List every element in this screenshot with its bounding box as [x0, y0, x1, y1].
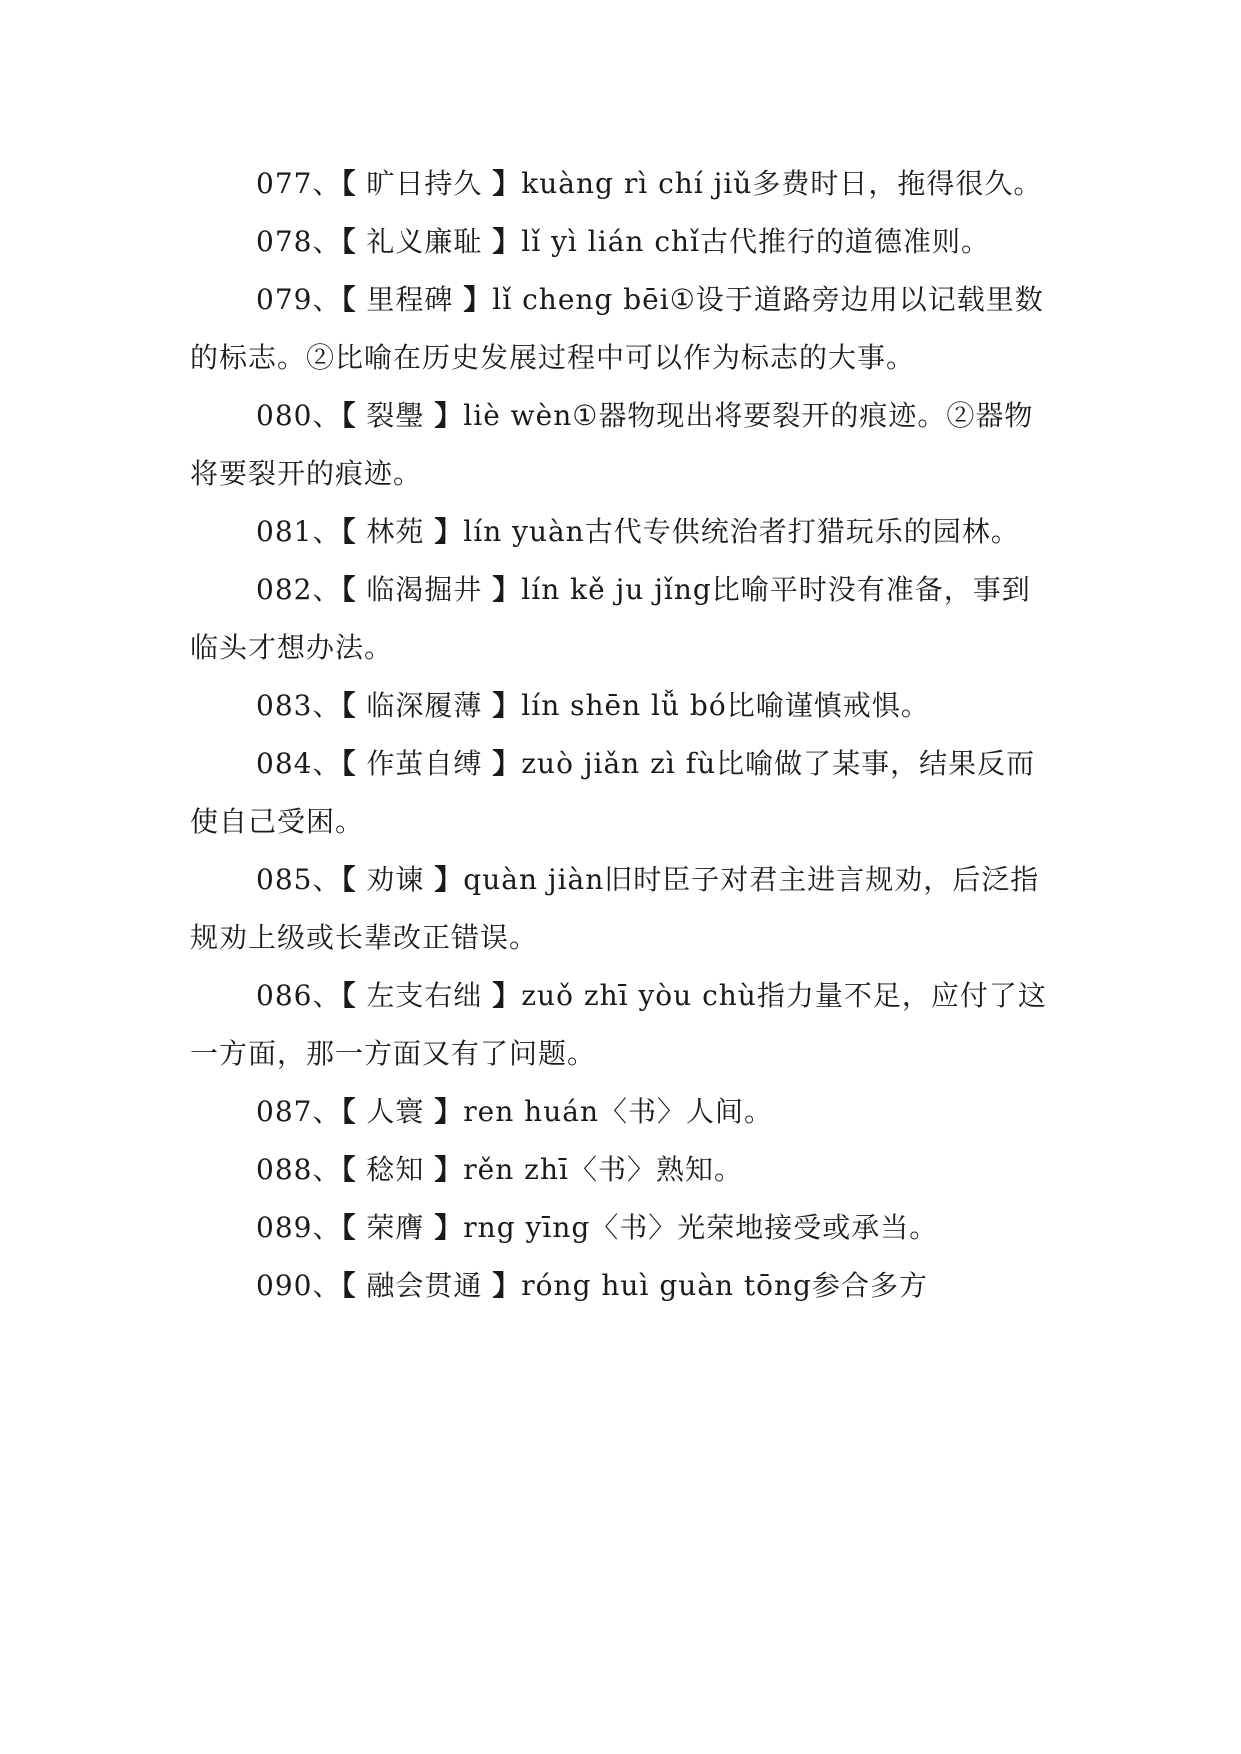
- entry-077: [190, 155, 1050, 213]
- entry-088: [190, 1141, 1050, 1199]
- entry-number: 081、: [256, 515, 342, 548]
- right-bracket: 】: [492, 1269, 522, 1302]
- right-bracket: 】: [492, 747, 522, 780]
- headword: 左支右绌: [356, 979, 493, 1012]
- pinyin: quàn jiàn: [463, 863, 605, 896]
- entry-085: [190, 851, 1050, 967]
- pinyin: zuò jiǎn zì fù: [521, 747, 717, 780]
- right-bracket: 】: [434, 1095, 464, 1128]
- left-bracket: 【: [341, 747, 357, 780]
- left-bracket: 【: [341, 1269, 357, 1302]
- definition: 多费时日，拖得很久。: [752, 167, 1043, 200]
- left-bracket: 【: [341, 225, 357, 258]
- pinyin: lǐ cheng bēi: [492, 283, 670, 316]
- headword: 旷日持久: [356, 167, 493, 200]
- pinyin: liè wèn: [463, 399, 573, 432]
- headword: 礼义廉耻: [356, 225, 493, 258]
- entry-number: 086、: [256, 979, 342, 1012]
- headword: 临渴掘井: [356, 573, 493, 606]
- entry-number: 087、: [256, 1095, 342, 1128]
- pinyin: lín kě ju jǐng: [521, 573, 712, 606]
- headword: 稔知: [356, 1153, 435, 1186]
- pinyin: zuǒ zhī yòu chù: [521, 979, 757, 1012]
- right-bracket: 】: [434, 515, 464, 548]
- pinyin: lǐ yì lián chǐ: [521, 225, 700, 258]
- headword: 作茧自缚: [356, 747, 493, 780]
- right-bracket: 】: [492, 225, 522, 258]
- entry-number: 090、: [256, 1269, 342, 1302]
- entry-number: 088、: [256, 1153, 342, 1186]
- pinyin: ren huán: [463, 1095, 599, 1128]
- left-bracket: 【: [341, 573, 357, 606]
- entry-087: [190, 1083, 1050, 1141]
- definition: 〈书〉熟知。: [568, 1153, 743, 1186]
- headword: 裂璺: [356, 399, 435, 432]
- left-bracket: 【: [341, 283, 357, 316]
- entry-number: 077、: [256, 167, 342, 200]
- definition: 参合多方: [811, 1269, 928, 1302]
- definition: ①器物现出将要裂开的痕迹。②器物将要裂开的痕迹。: [190, 399, 1034, 490]
- headword: 人寰: [356, 1095, 435, 1128]
- definition: 〈书〉人间。: [598, 1095, 773, 1128]
- left-bracket: 【: [341, 167, 357, 200]
- right-bracket: 】: [434, 1211, 464, 1244]
- pinyin: lín shēn lǚ bó: [521, 689, 727, 722]
- headword: 临深履薄: [356, 689, 493, 722]
- entry-number: 083、: [256, 689, 342, 722]
- right-bracket: 】: [492, 167, 522, 200]
- pinyin: kuàng rì chí jiǔ: [521, 167, 753, 200]
- entry-090: [190, 1257, 1050, 1315]
- definition: ①设于道路旁边用以记载里数的标志。②比喻在历史发展过程中可以作为标志的大事。: [190, 283, 1044, 374]
- pinyin: rěn zhī: [463, 1153, 569, 1186]
- entry-082: [190, 561, 1050, 677]
- right-bracket: 】: [463, 283, 493, 316]
- headword: 林苑: [356, 515, 435, 548]
- left-bracket: 【: [341, 515, 357, 548]
- right-bracket: 】: [492, 979, 522, 1012]
- pinyin: róng huì guàn tōng: [521, 1269, 812, 1302]
- entry-080: [190, 387, 1050, 503]
- definition: 指力量不足，应付了这一方面，那一方面又有了问题。: [190, 979, 1047, 1070]
- entry-084: [190, 735, 1050, 851]
- headword: 劝谏: [356, 863, 435, 896]
- entry-081: [190, 503, 1050, 561]
- entry-078: [190, 213, 1050, 271]
- right-bracket: 】: [492, 573, 522, 606]
- left-bracket: 【: [341, 689, 357, 722]
- entry-079: [190, 271, 1050, 387]
- left-bracket: 【: [341, 1095, 357, 1128]
- entry-number: 079、: [256, 283, 342, 316]
- definition: 旧时臣子对君主进言规劝，后泛指规劝上级或长辈改正错误。: [190, 863, 1040, 954]
- definition: 比喻谨慎戒惧。: [726, 689, 930, 722]
- document-page: [190, 155, 1050, 1315]
- pinyin: lín yuàn: [463, 515, 585, 548]
- entry-number: 078、: [256, 225, 342, 258]
- right-bracket: 】: [434, 399, 464, 432]
- entry-089: [190, 1199, 1050, 1257]
- left-bracket: 【: [341, 1211, 357, 1244]
- definition: 比喻做了某事，结果反而使自己受困。: [190, 747, 1036, 838]
- entry-number: 085、: [256, 863, 342, 896]
- definition: 古代推行的道德准则。: [700, 225, 991, 258]
- definition: 〈书〉光荣地接受或承当。: [590, 1211, 939, 1244]
- entry-083: [190, 677, 1050, 735]
- entry-number: 082、: [256, 573, 342, 606]
- right-bracket: 】: [434, 1153, 464, 1186]
- headword: 荣膺: [356, 1211, 435, 1244]
- right-bracket: 】: [492, 689, 522, 722]
- headword: 里程碑: [356, 283, 464, 316]
- entry-number: 084、: [256, 747, 342, 780]
- entry-number: 080、: [256, 399, 342, 432]
- pinyin: rng yīng: [463, 1211, 591, 1244]
- left-bracket: 【: [341, 1153, 357, 1186]
- definition: 比喻平时没有准备，事到临头才想办法。: [190, 573, 1031, 664]
- headword: 融会贯通: [356, 1269, 493, 1302]
- definition: 古代专供统治者打猎玩乐的园林。: [584, 515, 1020, 548]
- entry-number: 089、: [256, 1211, 342, 1244]
- right-bracket: 】: [434, 863, 464, 896]
- entry-086: [190, 967, 1050, 1083]
- left-bracket: 【: [341, 863, 357, 896]
- left-bracket: 【: [341, 399, 357, 432]
- left-bracket: 【: [341, 979, 357, 1012]
